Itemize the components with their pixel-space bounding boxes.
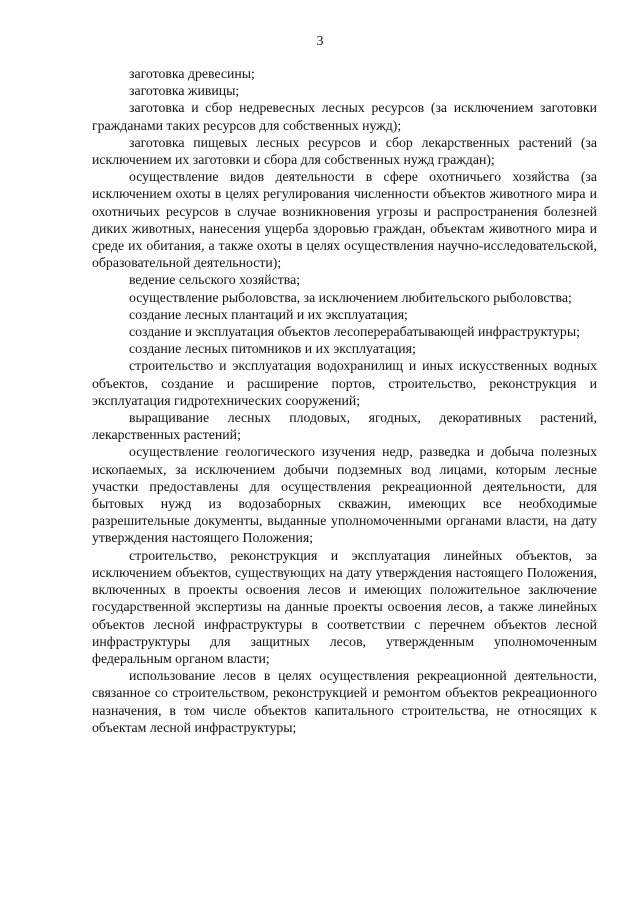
list-item-reservoirs-and-ports: строительство и эксплуатация водохранилищ и иных искусственных водных объектов, создание и расширение портов, строительство, реконструкция и эксплуатация гидротехнических сооружений; bbox=[92, 358, 597, 408]
list-item-agriculture: ведение сельского хозяйства; bbox=[129, 272, 301, 288]
list-item-hunting-activities: осуществление видов деятельности в сфере охотничьего хозяйства (за исключением охоты в целях регулирования численности объектов животного мира и охотничьих ресурсов в случае возникновения угрозы и распространения болезней диких животных, нанесения ущерба здоровью граждан, объектам животного мира и среде их обитания, а также охоты в целях осуществления научно-исследовательской, образовательной деятельности); bbox=[92, 169, 597, 271]
list-item-wood-processing-infrastructure: создание и эксплуатация объектов лесоперерабатывающей инфраструктуры; bbox=[129, 324, 580, 340]
list-item-linear-objects: строительство, реконструкция и эксплуатация линейных объектов, за исключением объектов, существующих на дату утверждения настоящего Положения, включенных в проекты освоения лесов и имеющих положительное заключение государственной экспертизы на данные проекты освоения лесов, а также линейных объектов лесной инфраструктуры в соответствии с перечнем объектов лесной инфраструктуры для защитных лесов, утвержденным уполномоченным федеральным органом власти; bbox=[92, 547, 597, 666]
list-item-non-timber-resources: заготовка и сбор недревесных лесных ресурсов (за исключением заготовки гражданами таких ресурсов для собственных нужд); bbox=[92, 100, 597, 133]
page-number: 3 bbox=[316, 34, 324, 49]
list-item-geological-exploration: осуществление геологического изучения недр, разведка и добыча полезных ископаемых, за исключением добычи подземных вод лицами, которым лесные участки предоставлены для осуществления рекреационной деятельности, для бытовых нужд из водозаборных скважин, имеющих все необходимые разрешительные документы, выданные уполномоченными органами власти, на дату утверждения настоящего Положения; bbox=[92, 444, 597, 546]
list-item-recreational-construction: использование лесов в целях осуществления рекреационной деятельности, связанное со строительством, реконструкцией и ремонтом объектов рекреационного назначения, в том числе объектов капитального строительства, не относящих к объектам лесной инфраструктуры; bbox=[92, 668, 597, 735]
list-item-food-resources-and-medicinal-plants: заготовка пищевых лесных ресурсов и сбор лекарственных растений (за исключением их заготовки и сбора для собственных нужд граждан); bbox=[92, 134, 597, 168]
list-item-growing-plants: выращивание лесных плодовых, ягодных, декоративных растений, лекарственных растений; bbox=[92, 410, 597, 443]
list-item-forest-plantations: создание лесных плантаций и их эксплуатация; bbox=[129, 306, 408, 322]
list-item-fishing: осуществление рыболовства, за исключением любительского рыболовства; bbox=[129, 289, 572, 305]
list-item-forest-nurseries: создание лесных питомников и их эксплуатация; bbox=[129, 341, 416, 357]
list-item-resin-harvesting: заготовка живицы; bbox=[129, 83, 240, 99]
list-item-timber-harvesting: заготовка древесины; bbox=[129, 66, 255, 81]
document-body bbox=[92, 65, 597, 736]
